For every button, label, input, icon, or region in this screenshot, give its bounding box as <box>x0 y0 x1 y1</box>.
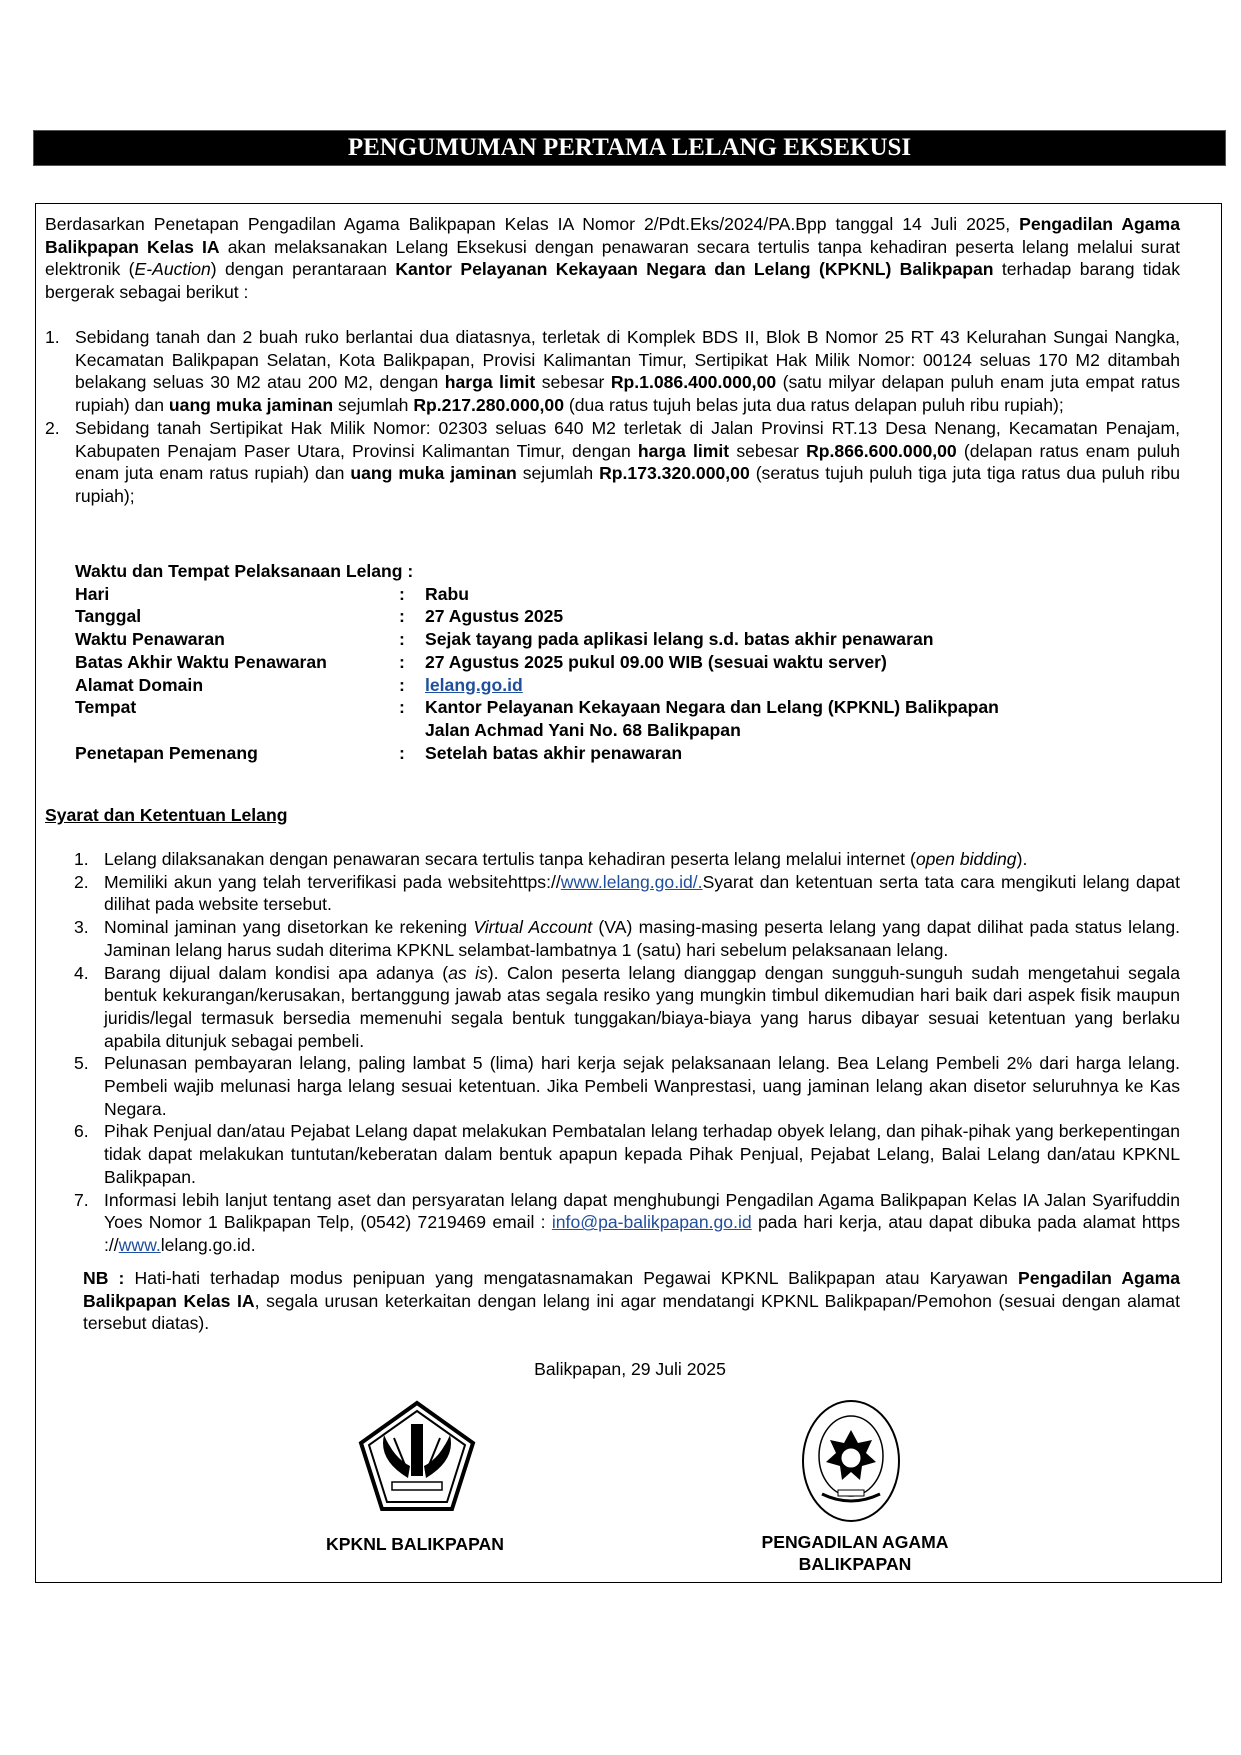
schedule-colon: : <box>399 606 405 627</box>
schedule-value-line2: Jalan Achmad Yani No. 68 Balikpapan <box>425 719 741 740</box>
domain-link[interactable]: lelang.go.id <box>425 674 523 695</box>
text-run: open bidding <box>915 849 1017 869</box>
text-run: pada hari kerja, atau dapat dibuka pada alamat https :// <box>104 1212 1180 1255</box>
schedule-row <box>75 674 999 697</box>
text-run: (seratus tujuh puluh tiga juta tiga ratus dua puluh ribu rupiah); <box>75 463 1181 506</box>
text-run: uang muka jaminan <box>168 395 334 416</box>
item-number: 5. <box>74 1053 89 1074</box>
text-run: Pengadilan Agama Balikpapan Kelas IA <box>45 214 1180 257</box>
terms-list <box>74 848 1181 1257</box>
schedule-colon: : <box>399 674 405 695</box>
place-date: Balikpapan, 29 Juli 2025 <box>534 1359 726 1379</box>
schedule-value-wrap <box>425 583 469 606</box>
schedule-value-wrap <box>425 605 563 628</box>
auction-objects-list <box>45 326 1180 508</box>
schedule-value-wrap <box>425 628 933 651</box>
schedule-label: Penetapan Pemenang <box>75 742 258 763</box>
text-run: (delapan ratus enam puluh enam juta enam ratus rupiah) dan <box>75 440 1181 484</box>
terms-item <box>74 848 1180 871</box>
text-run: NB : <box>83 1268 135 1288</box>
terms-heading: Syarat dan Ketentuan Lelang <box>45 805 288 825</box>
schedule-row <box>75 696 999 741</box>
item-number: 2. <box>74 871 89 892</box>
terms-item <box>74 916 1181 961</box>
schedule-label: Hari <box>75 583 110 604</box>
text-run: , segala urusan keterkaitan dengan lelang ini agar mendatangi KPKNL Balikpapan/Pemohon (sesuai dengan alamat tersebut diatas). <box>83 1290 1180 1334</box>
item-text <box>104 917 1180 960</box>
schedule-colon: : <box>399 697 405 718</box>
signatory-right-label <box>740 1531 970 1575</box>
text-run: ). Calon peserta lelang dianggap dengan sungguh-sunguh sudah mengetahui segala bentuk kekurangan/kerusakan, bertanggung jawab atas segala resiko yang mungkin timbul dikemudian hari baik dari aspek fisik maupun juridis/legal termasuk bersedia memenuhi segala bentuk tunggakan/biaya-biaya yang harus dibayar sesuai ketentuan yang berlaku apabila ditunjuk sebagai pembeli. <box>104 962 1180 1051</box>
item-number: 2. <box>45 417 60 438</box>
kpknl-logo-icon <box>358 1400 476 1512</box>
text-run: Syarat dan ketentuan serta tata cara mengikuti lelang dapat dilihat pada website tersebut. <box>104 871 1180 915</box>
terms-item <box>74 1120 1180 1188</box>
item-number: 3. <box>74 917 89 938</box>
text-run: (VA) masing-masing peserta lelang yang dapat dilihat pada status lelang. Jaminan lelang harus sudah diterima KPKNL selambat-lambatnya 1 (satu) hari sebelum pelaksanaan lelang. <box>104 917 1181 960</box>
schedule-section <box>75 560 999 764</box>
text-run: Lelang dilaksanakan dengan penawaran secara tertulis tanpa kehadiran peserta lelang melalui internet ( <box>104 849 916 869</box>
auction-object-item <box>45 326 1181 417</box>
schedule-value: 27 Agustus 2025 <box>425 606 564 627</box>
item-number: 6. <box>74 1121 89 1142</box>
schedule-label: Waktu Penawaran <box>75 629 225 650</box>
item-text <box>104 1053 1180 1118</box>
schedule-value-wrap <box>425 742 682 765</box>
text-run: Rp.1.086.400.000,00 <box>610 372 777 393</box>
terms-item <box>74 871 1180 916</box>
text-run: Informasi lebih lanjut tentang aset dan persyaratan lelang dapat menghubungi Pengadilan Agama Balikpapan Kelas IA Jalan Syarifuddin Yoes Nomor 1 Balikpapan Telp, (0542) 7219469 email : <box>104 1189 1180 1233</box>
text-run: harga limit <box>637 440 730 461</box>
schedule-colon: : <box>399 742 405 763</box>
text-link[interactable]: www.lelang.go.id/. <box>560 871 703 892</box>
text-run: ). <box>1016 849 1028 869</box>
text-run: Sebidang tanah Sertipikat Hak Milik Nomor: 02303 seluas 640 M2 terletak di Jalan Provinsi RT.13 Desa Nenang, Kecamatan Penajam, Kabupaten Penajam Paser Utara, Provinsi Kalimantan Timur, dengan <box>75 417 1180 461</box>
schedule-row <box>75 605 999 628</box>
schedule-label: Alamat Domain <box>75 674 204 695</box>
text-run: akan melaksanakan Lelang Eksekusi dengan penawaran secara tertulis tanpa kehadiran peserta lelang melalui surat elektronik ( <box>45 236 1180 280</box>
text-run: E-Auction <box>134 259 211 280</box>
item-number: 7. <box>74 1189 89 1210</box>
item-number: 1. <box>74 849 89 869</box>
text-run: Pelunasan pembayaran lelang, paling lambat 5 (lima) hari kerja sejak pelaksanaan lelang. Bea Lelang Pembeli 2% dari harga lelang. Pembeli wajib melunasi harga lelang sesuai ketentuan. Jika Pembeli Wanprestasi, uang jaminan lelang akan disetor seluruhnya ke Kas Negara. <box>104 1053 1180 1119</box>
text-run: sejumlah <box>516 463 600 484</box>
text-run: as is <box>448 962 488 983</box>
text-run: Barang dijual dalam kondisi apa adanya ( <box>104 962 449 983</box>
signatory-left-label: KPKNL BALIKPAPAN <box>326 1534 504 1554</box>
schedule-value: 27 Agustus 2025 pukul 09.00 WIB (sesuai waktu server) <box>425 651 887 672</box>
pengadilan-agama-seal-icon <box>800 1398 902 1524</box>
text-run: Sebidang tanah dan 2 buah ruko berlantai dua diatasnya, terletak di Komplek BDS II, Blok B Nomor 25 RT 43 Kelurahan Sungai Nangka, Kecamatan Balikpapan Selatan, Kota Balikpapan, Provisi Kalimantan Timur, Sertipikat Hak Milik Nomor: 00124 seluas 170 M2 ditambah belakang seluas 30 M2 atau 200 M2, dengan <box>75 327 1180 393</box>
text-run: sebesar <box>535 372 611 393</box>
text-link[interactable]: info@pa-balikpapan.go.id <box>551 1212 752 1233</box>
item-text <box>104 872 1180 915</box>
schedule-value: Kantor Pelayanan Kekayaan Negara dan Lelang (KPKNL) Balikpapan <box>425 697 999 718</box>
text-link[interactable]: www. <box>118 1234 161 1255</box>
text-run: sebesar <box>729 440 807 461</box>
text-run: Memiliki akun yang telah terverifikasi pada websitehttps:// <box>104 871 561 892</box>
item-text <box>75 327 1180 415</box>
schedule-row <box>75 628 999 651</box>
schedule-value-wrap <box>425 674 523 697</box>
schedule-label: Tempat <box>75 697 137 718</box>
text-run: (satu milyar delapan puluh enam juta empat ratus rupiah) dan <box>75 372 1181 416</box>
schedule-value: Setelah batas akhir penawaran <box>425 742 683 763</box>
signatory-right-line1: PENGADILAN AGAMA <box>761 1532 949 1552</box>
item-text <box>104 1190 1180 1255</box>
terms-item <box>74 962 1180 1053</box>
text-run: lelang.go.id. <box>160 1234 256 1255</box>
schedule-row <box>75 651 999 674</box>
item-text <box>104 1121 1180 1186</box>
schedule-label: Tanggal <box>75 606 142 627</box>
text-run: ) dengan perantaraan <box>210 259 396 280</box>
text-run: terhadap barang tidak bergerak sebagai berikut : <box>45 259 1181 303</box>
signatory-right-line2: BALIKPAPAN <box>798 1554 912 1574</box>
item-text <box>104 849 1027 869</box>
schedule-value: Rabu <box>425 583 469 604</box>
schedule-row <box>75 583 999 606</box>
schedule-row <box>75 742 999 765</box>
text-run: Pihak Penjual dan/atau Pejabat Lelang dapat melakukan Pembatalan lelang terhadap obyek lelang, dan pihak-pihak yang berkepentingan tidak dapat melakukan tuntutan/keberatan dalam bentuk apapun kepada Pihak Penjual, Pejabat Lelang, Balai Lelang dan/atau KPKNL Balikpapan. <box>104 1121 1180 1187</box>
schedule-colon: : <box>399 651 405 672</box>
item-text <box>104 963 1180 1051</box>
item-number: 1. <box>45 327 60 347</box>
text-run: Hati-hati terhadap modus penipuan yang mengatasnamakan Pegawai KPKNL Balikpapan atau Karyawan <box>134 1268 1018 1288</box>
text-run: Rp.173.320.000,00 <box>599 463 750 484</box>
text-run: Rp.217.280.000,00 <box>413 395 564 416</box>
text-run: harga limit <box>444 372 536 393</box>
schedule-value-wrap <box>425 651 887 674</box>
schedule-value: Sejak tayang pada aplikasi lelang s.d. batas akhir penawaran <box>425 629 934 650</box>
text-run: Rp.866.600.000,00 <box>806 440 957 461</box>
item-text <box>75 418 1180 506</box>
text-run: (dua ratus tujuh belas juta dua ratus delapan puluh ribu rupiah); <box>563 395 1064 416</box>
schedule-colon: : <box>399 629 405 650</box>
terms-item <box>74 1052 1180 1120</box>
nb-paragraph <box>83 1267 1180 1335</box>
schedule-label: Batas Akhir Waktu Penawaran <box>75 651 327 672</box>
text-run: Kantor Pelayanan Kekayaan Negara dan Lelang (KPKNL) Balikpapan <box>395 259 994 280</box>
text-run: Nominal jaminan yang disetorkan ke rekening <box>104 917 474 938</box>
text-run: uang muka jaminan <box>350 463 517 484</box>
text-run: Virtual Account <box>473 917 593 938</box>
schedule-colon: : <box>399 583 405 604</box>
intro-paragraph <box>45 213 1180 304</box>
schedule-value-wrap <box>425 696 999 741</box>
text-run: sejumlah <box>333 395 414 416</box>
item-number: 4. <box>74 962 89 983</box>
text-run: Berdasarkan Penetapan Pengadilan Agama Balikpapan Kelas IA Nomor 2/Pdt.Eks/2024/PA.Bpp tanggal 14 Juli 2025, <box>45 214 1020 234</box>
announcement-title: PENGUMUMAN PERTAMA LELANG EKSEKUSI <box>33 130 1226 166</box>
terms-item <box>74 1189 1180 1257</box>
schedule-heading: Waktu dan Tempat Pelaksanaan Lelang : <box>75 561 414 581</box>
auction-object-item <box>45 417 1181 508</box>
text-run: Pengadilan Agama Balikpapan Kelas IA <box>83 1268 1180 1311</box>
